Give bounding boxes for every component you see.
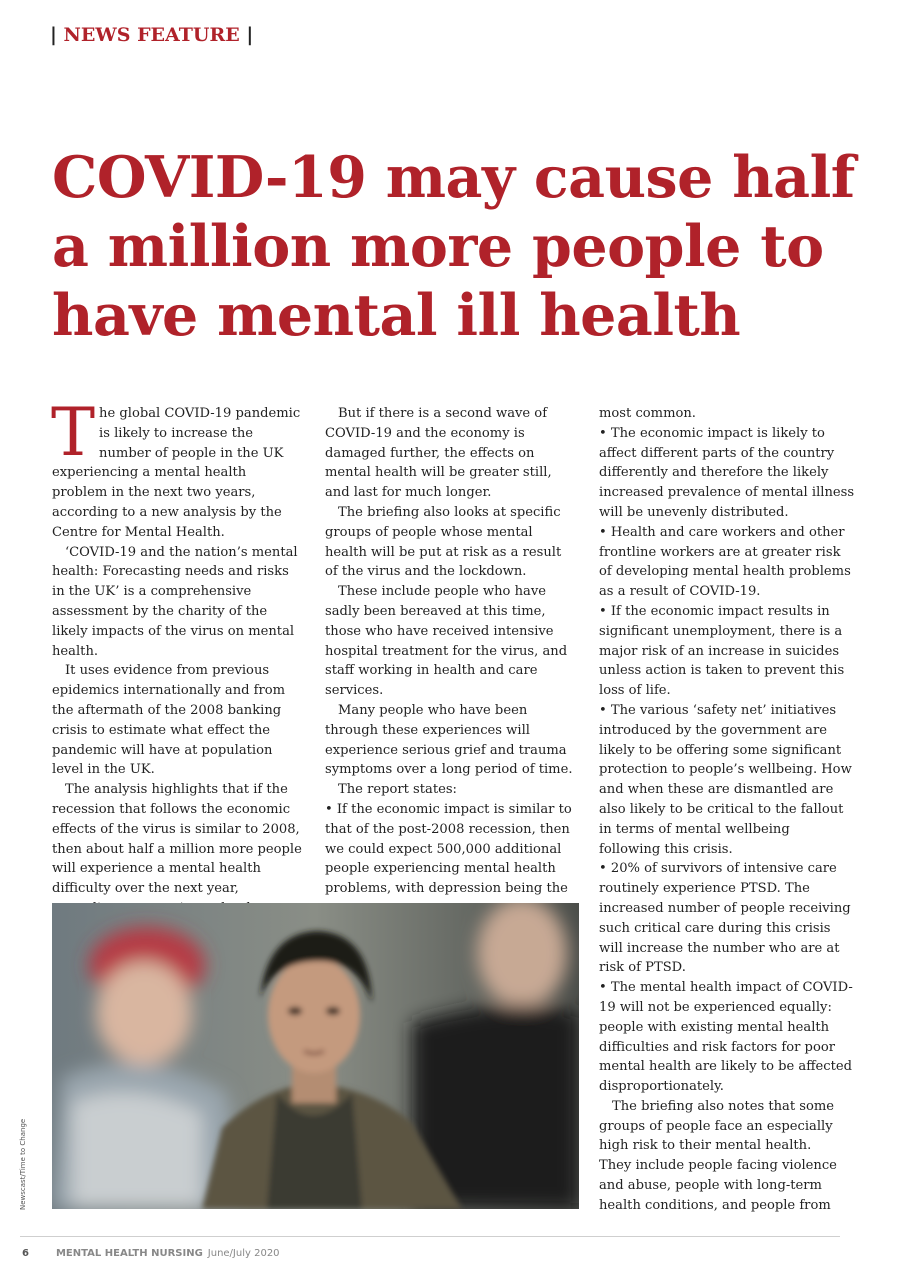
paragraph: Many people who have been through these experiences will experience serious grief and trauma symptoms over a long period of time.	[325, 702, 573, 778]
bullet-item: • Health and care workers and other frontline workers are at greater risk of developing mental health problems as a result of COVID-19.	[599, 524, 851, 600]
paragraph: The analysis highlights that if the recession that follows the economic effects of the virus is similar to 2008, then about half a million more people will experience a mental health difficulty over the next year,	[52, 782, 302, 897]
paragraph: But if there is a second wave of COVID-19 and the economy is damaged further, the effects on mental health will be greater still, and last for much longer.	[325, 406, 552, 501]
article-column-1	[51, 394, 304, 939]
paragraph: They include people facing violence and abuse, people with long-term health conditions, and people from	[599, 1158, 837, 1213]
paragraph: The briefing also looks at specific groups of people whose mental health will be put at risk as a result of the virus and the lockdown.	[325, 504, 562, 580]
paragraph: most common.	[599, 406, 696, 421]
photo-illustration	[52, 903, 579, 1209]
bullet-item: • The economic impact is likely to affect different parts of the country differently and therefore the likely increased prevalence of mental illness will be unevenly distributed.	[599, 425, 855, 520]
bullet-item: • 20% of survivors of intensive care routinely experience PTSD. The increased number of people receiving such critical care during this crisis will increase the number who are at risk of PTSD.	[599, 861, 851, 976]
photo-credit: Newscast/Time to Change	[19, 1118, 27, 1210]
bullet-item: • The mental health impact of COVID-19 will not be experienced equally: people with existing mental health difficulties and risk factors for poor mental health are likely to be affected disproportionately.	[599, 980, 853, 1095]
paragraph: ‘COVID-19 and the nation’s mental health: Forecasting needs and risks in the UK’ is a comprehensive assessment by the charity of the likely impacts of the virus on mental health.	[52, 544, 298, 659]
paragraph: The report states:	[338, 782, 457, 798]
article-column-2	[325, 404, 577, 899]
paragraph: The briefing also notes that some groups of people face an especially high risk to their mental health.	[599, 1098, 835, 1154]
article-headline: COVID-19 may cause half a million more people to have mental ill health	[52, 144, 855, 349]
magazine-name: MENTAL HEALTH NURSING	[55, 1248, 203, 1259]
bullet-item: • The various ‘safety net’ initiatives introduced by the government are likely to be offering some significant protection to people’s wellbeing. How and when these are dismantled are also likely to be critical to the fallout in terms of mental wellbeing following this crisis.	[599, 702, 852, 857]
paragraph: These include people who have sadly been bereaved at this time, those who have received intensive hospital treatment for the virus, and staff working in health and care services.	[325, 584, 568, 699]
drop-cap: T	[51, 394, 96, 471]
page-footer	[22, 1248, 280, 1259]
bullet-item: • If the economic impact is similar to that of the post-2008 recession, then we could expect 500,000 additional people experiencing mental health problems, with depression being the	[325, 801, 572, 897]
section-label: | NEWS FEATURE |	[50, 24, 254, 46]
article-column-3	[599, 404, 855, 1216]
paragraph: The global COVID-19 pandemic is likely to increase the number of people in the UK experiencing a mental health problem in the next two years, according to a new analysis by the Centre for Mental Health.	[51, 394, 301, 540]
paragraph: It uses evidence from previous epidemics internationally and from the aftermath of the 2008 banking crisis to estimate what effect the pandemic will have at population level in the UK.	[52, 663, 286, 778]
article-photo	[52, 903, 579, 1209]
page-number: 6	[22, 1248, 29, 1259]
issue-date: June/July 2020	[207, 1248, 280, 1259]
section-label-text: NEWS FEATURE	[63, 24, 240, 46]
footer-divider	[20, 1236, 840, 1237]
bullet-item: • If the economic impact results in significant unemployment, there is a major risk of an increase in suicides unless action is taken to prevent this loss of life.	[599, 603, 845, 699]
